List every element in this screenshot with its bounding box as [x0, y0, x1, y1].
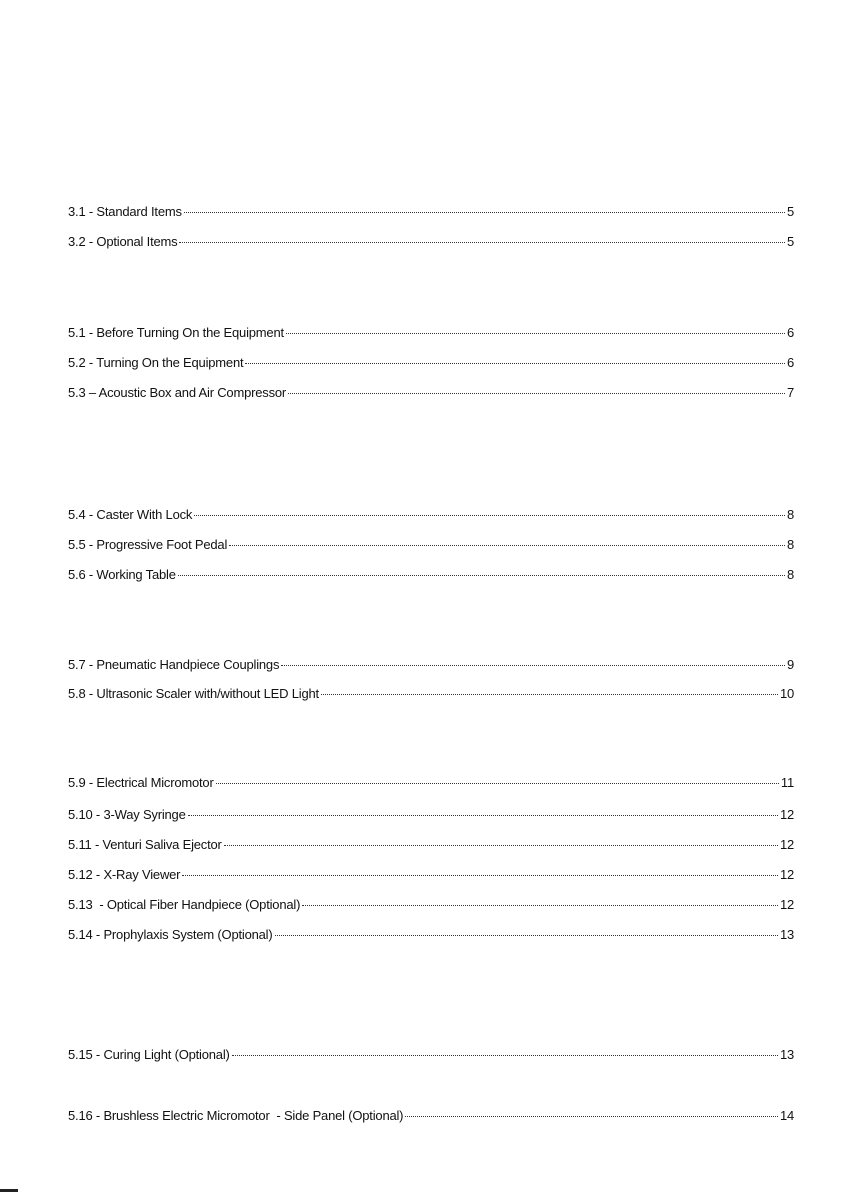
dot-leader	[184, 212, 785, 213]
toc-entry-title: 5.11 - Venturi Saliva Ejector	[68, 837, 222, 852]
toc-entry-5-16[interactable]	[68, 1107, 794, 1125]
toc-entry-page: 12	[779, 807, 794, 822]
dot-leader	[245, 363, 785, 364]
toc-entry-title: 5.7 - Pneumatic Handpiece Couplings	[68, 657, 280, 672]
toc-entry-title: 5.1 - Before Turning On the Equipment	[68, 325, 284, 340]
dot-leader	[224, 845, 778, 846]
toc-entry-page: 5	[786, 204, 794, 219]
toc-entry-5-5[interactable]	[68, 536, 794, 554]
toc-entry-5-14[interactable]	[68, 926, 794, 944]
toc-entry-title: 5.16 - Brushless Electric Micromotor - Side Panel (Optional)	[68, 1108, 404, 1123]
dot-leader	[182, 875, 778, 876]
toc-entry-title: 5.2 - Turning On the Equipment	[68, 355, 244, 370]
toc-entry-title: 3.1 - Standard Items	[68, 204, 182, 219]
toc-entry-page: 12	[779, 867, 794, 882]
toc-entry-5-8[interactable]	[68, 685, 794, 703]
toc-entry-title: 5.10 - 3-Way Syringe	[68, 807, 186, 822]
toc-entry-page: 9	[786, 657, 794, 672]
toc-entry-page: 6	[786, 355, 794, 370]
toc-entry-page: 8	[786, 537, 794, 552]
dot-leader	[216, 783, 779, 784]
toc-entry-5-1[interactable]	[68, 324, 794, 342]
toc-entry-3-2[interactable]	[68, 233, 794, 251]
toc-entry-3-1[interactable]	[68, 203, 794, 221]
toc-entry-page: 13	[779, 927, 794, 942]
toc-entry-5-6[interactable]	[68, 566, 794, 584]
dot-leader	[232, 1055, 778, 1056]
toc-entry-title: 5.8 - Ultrasonic Scaler with/without LED Light	[68, 686, 319, 701]
dot-leader	[178, 575, 785, 576]
toc-entry-5-7[interactable]	[68, 656, 794, 674]
toc-entry-title: 5.14 - Prophylaxis System (Optional)	[68, 927, 273, 942]
toc-entry-page: 14	[779, 1108, 794, 1123]
toc-entry-title: 5.9 - Electrical Micromotor	[68, 775, 214, 790]
toc-entry-page: 8	[786, 567, 794, 582]
toc-entry-5-13[interactable]	[68, 896, 794, 914]
toc-entry-title: 5.12 - X-Ray Viewer	[68, 867, 181, 882]
toc-entry-5-2[interactable]	[68, 354, 794, 372]
toc-entry-page: 6	[786, 325, 794, 340]
dot-leader	[302, 905, 778, 906]
toc-entry-title: 5.3 – Acoustic Box and Air Compressor	[68, 385, 287, 400]
toc-entry-page: 8	[786, 507, 794, 522]
toc-entry-page: 10	[779, 686, 794, 701]
dot-leader	[188, 815, 778, 816]
toc-entry-5-10[interactable]	[68, 806, 794, 824]
dot-leader	[288, 393, 785, 394]
toc-entry-5-11[interactable]	[68, 836, 794, 854]
dot-leader	[229, 545, 785, 546]
toc-entry-title: 5.5 - Progressive Foot Pedal	[68, 537, 228, 552]
toc-entry-page: 5	[786, 234, 794, 249]
toc-entry-page: 12	[779, 837, 794, 852]
dot-leader	[321, 694, 778, 695]
toc-entry-title: 5.13 - Optical Fiber Handpiece (Optional)	[68, 897, 301, 912]
dot-leader	[286, 333, 785, 334]
toc-entry-page: 11	[780, 775, 794, 790]
toc-entry-5-9[interactable]	[68, 774, 794, 792]
dot-leader	[194, 515, 785, 516]
toc-entry-page: 13	[779, 1047, 794, 1062]
toc-entry-5-4[interactable]	[68, 506, 794, 524]
dot-leader	[281, 665, 785, 666]
dot-leader	[179, 242, 785, 243]
toc-entry-title: 5.4 - Caster With Lock	[68, 507, 193, 522]
toc-entry-title: 5.6 - Working Table	[68, 567, 176, 582]
toc-entry-page: 7	[786, 385, 794, 400]
dot-leader	[275, 935, 778, 936]
toc-entry-5-12[interactable]	[68, 866, 794, 884]
toc-entry-5-15[interactable]	[68, 1046, 794, 1064]
toc-entry-title: 5.15 - Curing Light (Optional)	[68, 1047, 230, 1062]
toc-entry-page: 12	[779, 897, 794, 912]
toc-entry-5-3[interactable]	[68, 384, 794, 402]
toc-entry-title: 3.2 - Optional Items	[68, 234, 178, 249]
dot-leader	[405, 1116, 778, 1117]
